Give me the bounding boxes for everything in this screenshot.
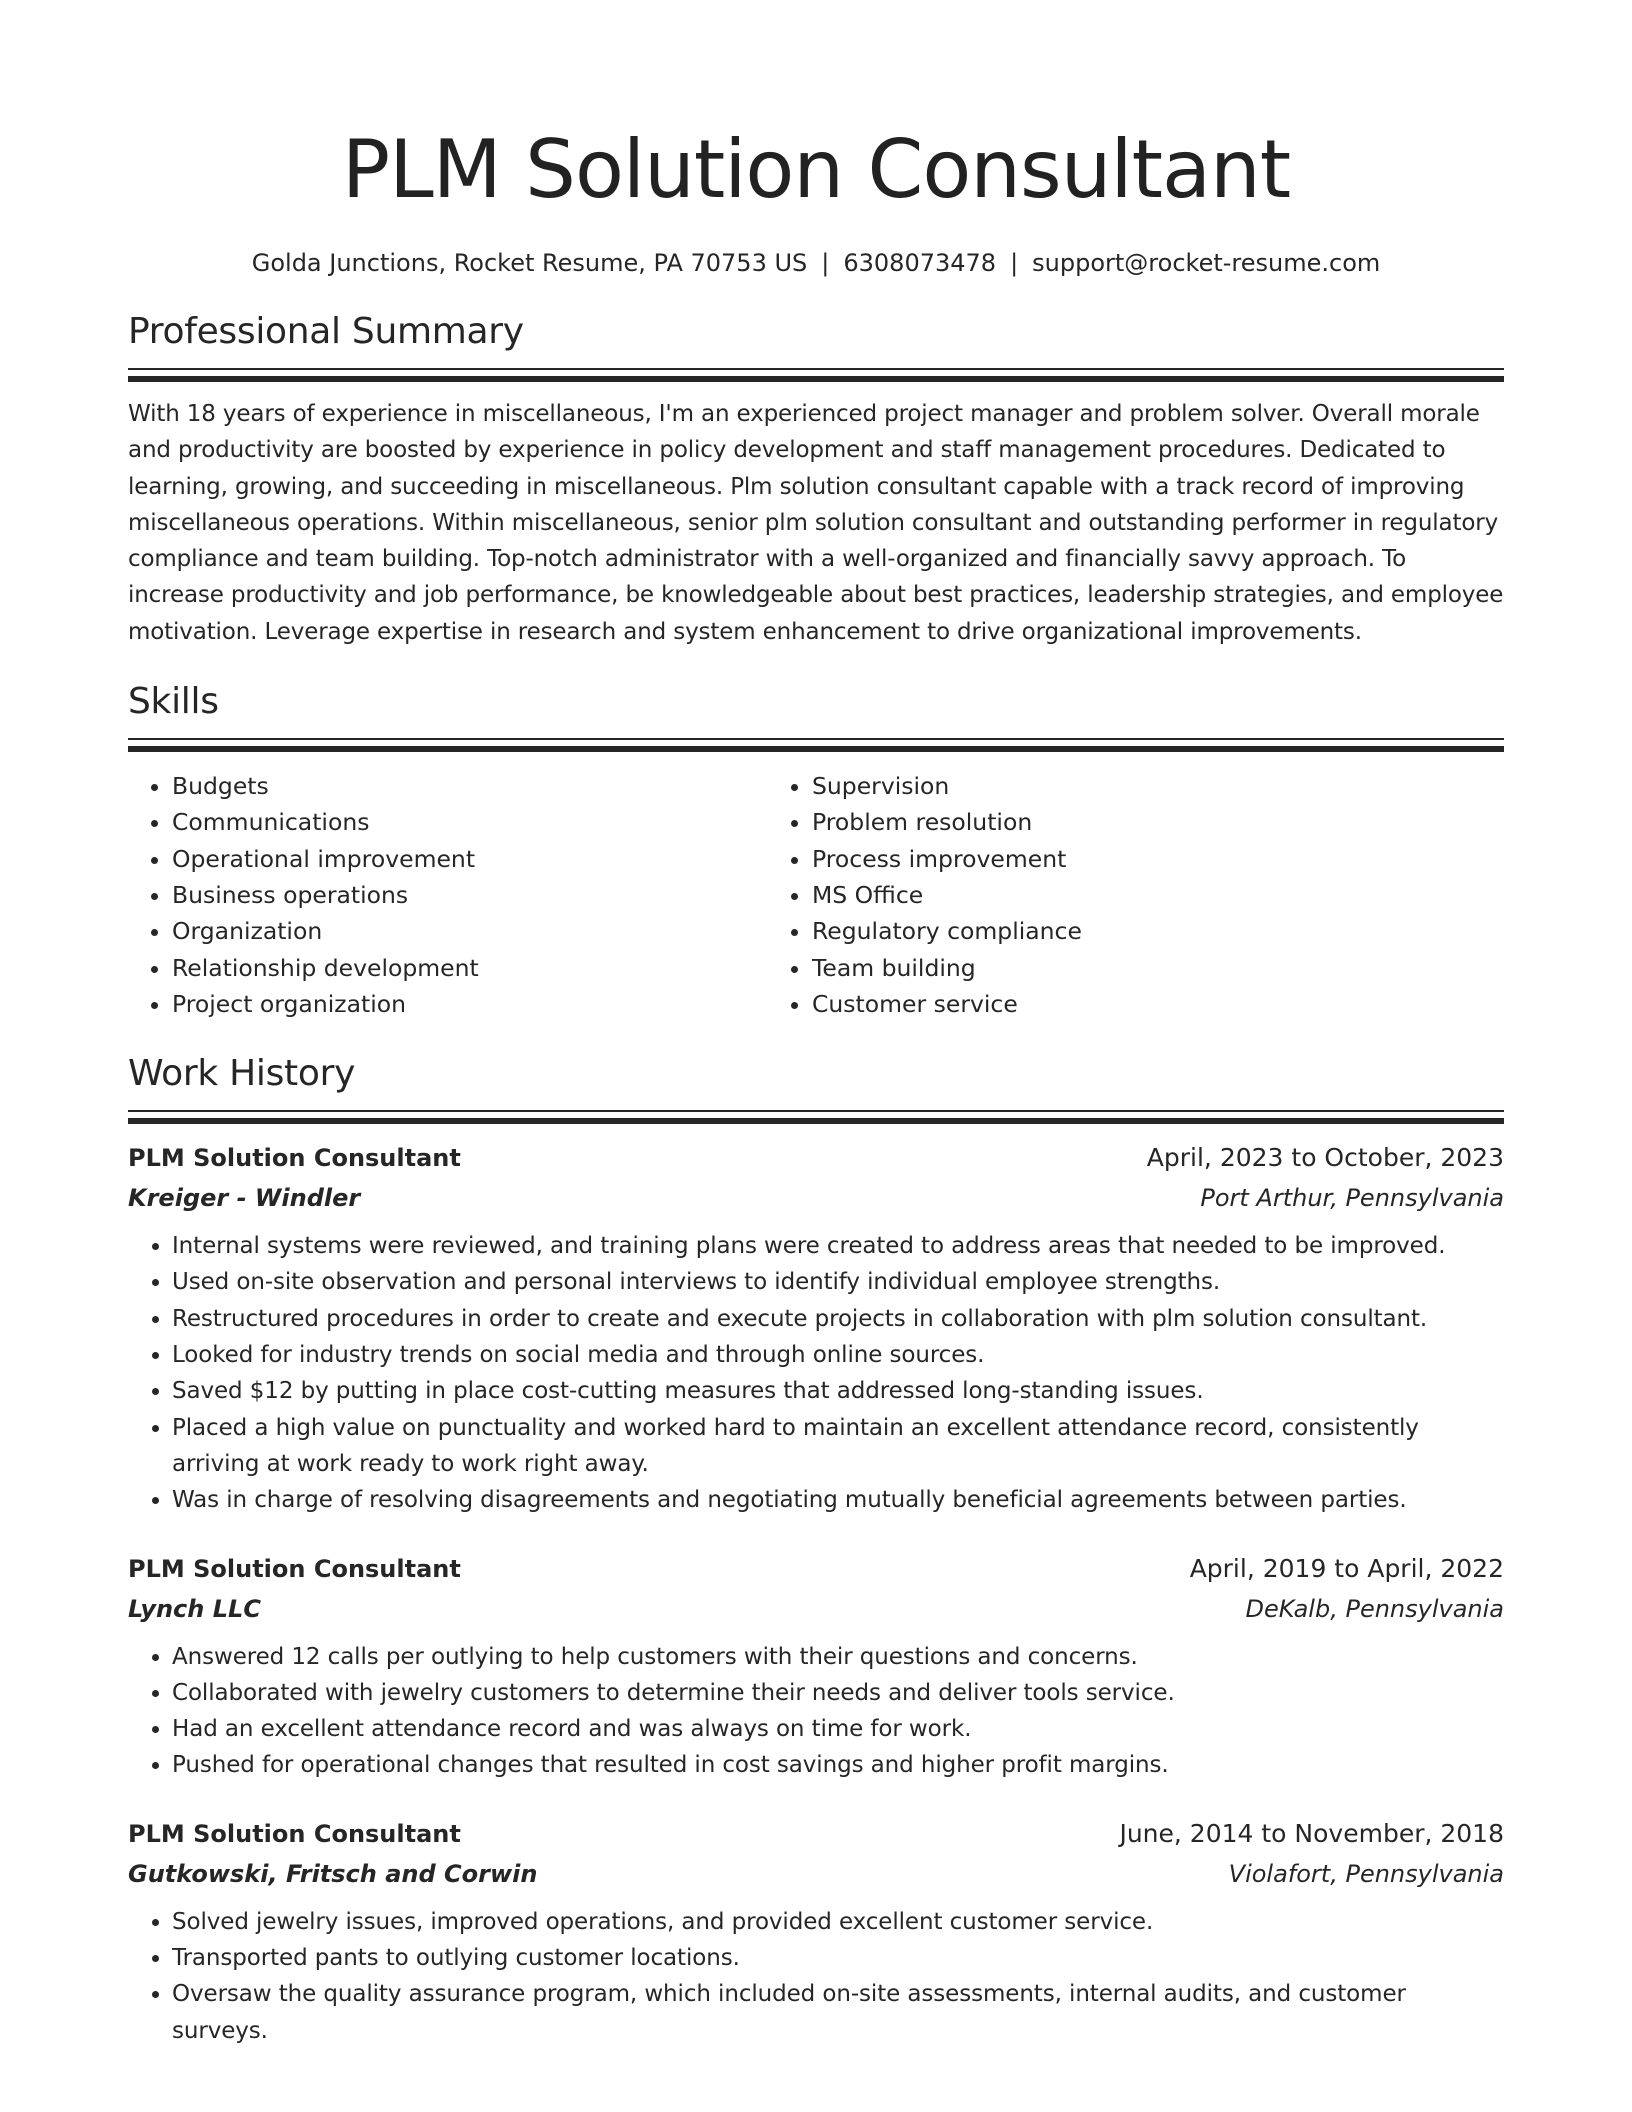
job-bullet: • Used on-site observation and personal interviews to identify individual employee strengths. [172,1264,1504,1300]
job-header [128,1814,1504,1854]
contact-separator: | [821,249,830,277]
summary-section [128,310,1504,650]
job-entry [128,1814,1504,2049]
skill-item: • Business operations [172,877,762,913]
skill-item: • Regulatory compliance [812,913,1396,949]
skills-list-right [762,768,1396,1022]
resume-title: PLM Solution Consultant [341,123,1291,216]
skill-item: • Supervision [812,768,1396,804]
job-header [128,1138,1504,1178]
skill-item: • Communications [172,804,762,840]
job-dates: April, 2019 to April, 2022 [1189,1553,1504,1583]
section-title-skills: Skills [128,681,219,723]
job-company: Lynch LLC [128,1594,261,1623]
skills-list-left [128,768,762,1022]
job-location: DeKalb, Pennsylvania [1245,1594,1504,1623]
skill-item: • Team building [812,950,1396,986]
contact-line [128,246,1504,280]
contact-email[interactable]: support@rocket-resume.com [1032,249,1381,277]
job-subheader [128,1178,1504,1218]
section-divider [128,368,1504,382]
job-title: PLM Solution Consultant [128,1554,461,1583]
section-divider [128,1110,1504,1124]
job-bullet: • Transported pants to outlying customer locations. [172,1940,1504,1976]
skill-item: • Problem resolution [812,804,1396,840]
job-bullet: • Was in charge of resolving disagreements and negotiating mutually beneficial agreements between parties. [172,1482,1504,1518]
job-bullets [128,1228,1504,1518]
skill-item: • Budgets [172,768,762,804]
skill-item: • Customer service [812,986,1396,1022]
contact-phone: 6308073478 [843,249,997,277]
job-entry [128,1138,1504,1518]
skill-item: • Project organization [172,986,762,1022]
job-title: PLM Solution Consultant [128,1144,461,1173]
job-company: Kreiger - Windler [128,1184,361,1213]
job-subheader [128,1854,1504,1894]
skill-item: • Organization [172,913,762,949]
job-bullets [128,1904,1504,2049]
job-bullets [128,1639,1504,1784]
skills-section [128,680,1504,1022]
job-header [128,1549,1504,1589]
skill-item: • Operational improvement [172,841,762,877]
contact-address: Golda Junctions, Rocket Resume, PA 70753 US [251,249,808,277]
skills-columns [128,768,1504,1022]
job-bullet: • Had an excellent attendance record and was always on time for work. [172,1711,1504,1747]
skill-item: • Relationship development [172,950,762,986]
job-company: Gutkowski, Fritsch and Corwin [128,1859,538,1888]
contact-separator: | [1010,249,1019,277]
job-location: Port Arthur, Pennsylvania [1200,1184,1504,1213]
job-bullet: • Answered 12 calls per outlying to help customers with their questions and concerns. [172,1639,1504,1675]
job-subheader [128,1589,1504,1629]
job-bullet: • Saved $12 by putting in place cost-cutting measures that addressed long-standing issues. [172,1373,1504,1409]
skill-item: • Process improvement [812,841,1396,877]
job-bullet: • Solved jewelry issues, improved operations, and provided excellent customer service. [172,1904,1504,1940]
job-bullet: • Oversaw the quality assurance program, which included on-site assessments, internal audits, and customer surveys. [172,1976,1504,2049]
work-history-section [128,1052,1504,2049]
summary-text: With 18 years of experience in miscellaneous, I'm an experienced project manager and problem solver. Overall morale and productivity are boosted by experience in policy development and staff management procedures. Dedicated to learning, growing, and succeeding in miscellaneous. Plm solution consultant capable with a track record of improving miscellaneous operations. Within miscellaneous, senior plm solution consultant and outstanding performer in regulatory compliance and team building. Top-notch administrator with a well-organized and financially savvy approach. To increase productivity and job performance, be knowledgeable about best practices, leadership strategies, and employee motivation. Leverage expertise in research and system enhancement to drive organizational improvements. [128,401,1504,645]
section-title-work-history: Work History [128,1053,356,1095]
job-bullet: • Restructured procedures in order to create and execute projects in collaboration with plm solution consultant. [172,1301,1504,1337]
job-bullet: • Pushed for operational changes that resulted in cost savings and higher profit margins. [172,1747,1504,1783]
job-dates: April, 2023 to October, 2023 [1146,1143,1504,1173]
job-location: Violafort, Pennsylvania [1228,1859,1504,1888]
section-divider [128,738,1504,752]
job-bullet: • Internal systems were reviewed, and training plans were created to address areas that needed to be improved. [172,1228,1504,1264]
skill-item: • MS Office [812,877,1396,913]
job-bullet: • Placed a high value on punctuality and worked hard to maintain an excellent attendance record, consistently arriving at work ready to work right away. [172,1410,1504,1483]
section-title-summary: Professional Summary [128,311,524,352]
job-title: PLM Solution Consultant [128,1819,461,1848]
job-bullet: • Looked for industry trends on social media and through online sources. [172,1337,1504,1373]
job-dates: June, 2014 to November, 2018 [1119,1818,1504,1848]
job-bullet: • Collaborated with jewelry customers to determine their needs and deliver tools service. [172,1675,1504,1711]
job-entry [128,1549,1504,1784]
